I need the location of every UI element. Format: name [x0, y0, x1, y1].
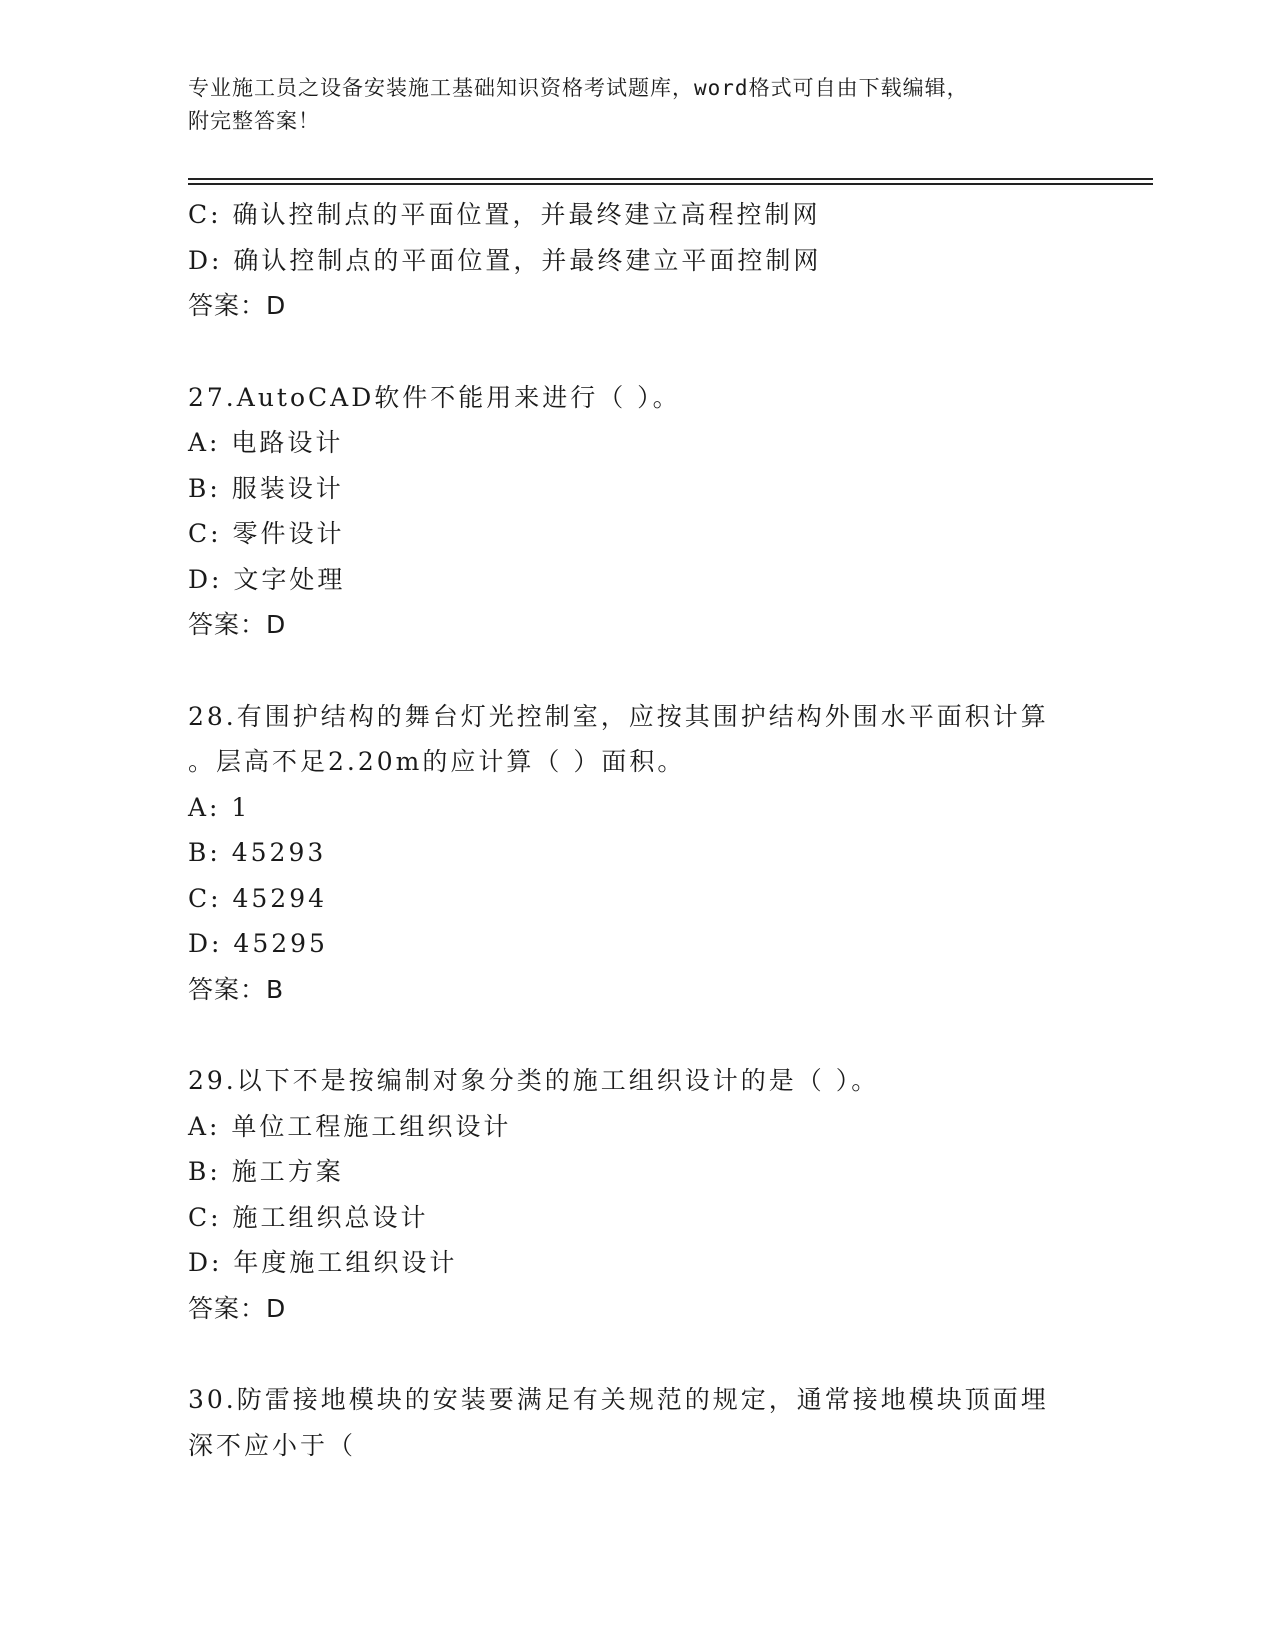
option-c: C: 确认控制点的平面位置，并最终建立高程控制网	[188, 200, 821, 229]
question-28	[188, 694, 1088, 1013]
question-27	[188, 375, 1088, 648]
answer: 答案：B	[188, 974, 285, 1004]
question-stem-continued: 深不应小于（	[188, 1430, 357, 1460]
answer: 答案：D	[188, 291, 287, 320]
spacer	[188, 1331, 1088, 1377]
option-c: C: 施工组织总设计	[188, 1202, 429, 1232]
question-stem-continued: 。层高不足2.20m的应计算（ ）面积。	[188, 747, 686, 776]
question-stem: 29.以下不是按编制对象分类的施工组织设计的是（ ）。	[188, 1066, 880, 1095]
option-d: D: 45295	[188, 929, 328, 958]
header-divider-top	[188, 178, 1153, 180]
answer: 答案：D	[188, 610, 287, 639]
question-30	[188, 1377, 1088, 1468]
question-stem: 28.有围护结构的舞台灯光控制室，应按其围护结构外围水平面积计算	[188, 701, 1049, 731]
header-divider-bottom	[188, 183, 1153, 185]
option-d: D: 年度施工组织设计	[188, 1248, 458, 1277]
option-d: D: 文字处理	[188, 564, 346, 594]
question-list	[188, 192, 1088, 1468]
option-b: B: 45293	[188, 838, 327, 867]
document-header	[188, 72, 1088, 138]
option-a: A: 电路设计	[188, 428, 344, 457]
option-d: D: 确认控制点的平面位置，并最终建立平面控制网	[188, 245, 822, 275]
option-b: B: 服装设计	[188, 473, 344, 503]
header-line-1: 专业施工员之设备安装施工基础知识资格考试题库，word格式可自由下载编辑，	[188, 76, 969, 100]
question-stem: 30.防雷接地模块的安装要满足有关规范的规定，通常接地模块顶面埋	[188, 1385, 1049, 1414]
option-b: B: 施工方案	[188, 1157, 344, 1186]
spacer	[188, 1012, 1088, 1058]
question-26-continued	[188, 192, 1088, 329]
option-a: A: 1	[188, 792, 251, 822]
option-c: C: 45294	[188, 883, 328, 913]
option-a: A: 单位工程施工组织设计	[188, 1111, 512, 1141]
spacer	[188, 648, 1088, 694]
header-line-2: 附完整答案！	[188, 109, 320, 133]
question-29	[188, 1058, 1088, 1331]
option-c: C: 零件设计	[188, 519, 345, 548]
question-stem: 27.AutoCAD软件不能用来进行（ ）。	[188, 382, 681, 412]
spacer	[188, 329, 1088, 375]
answer: 答案：D	[188, 1293, 287, 1323]
